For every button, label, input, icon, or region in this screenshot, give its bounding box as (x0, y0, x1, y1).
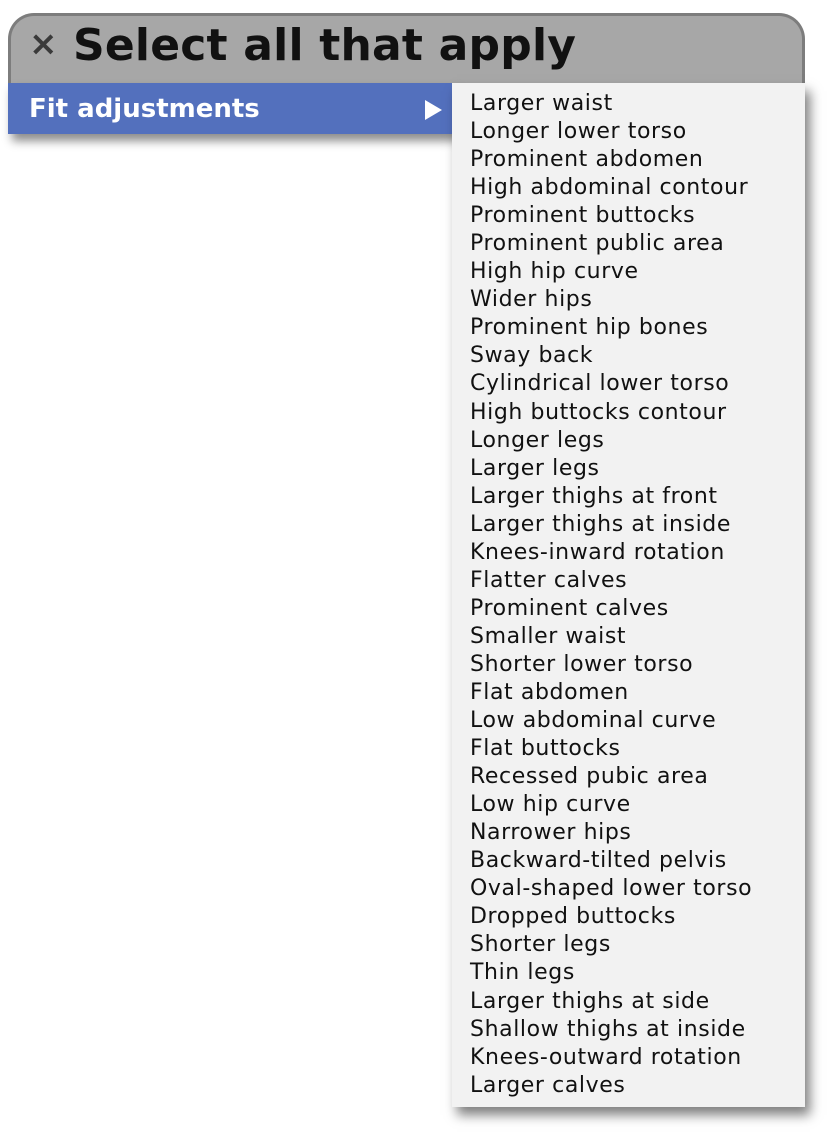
submenu-item[interactable]: Prominent public area (470, 231, 725, 257)
submenu-item[interactable]: Thin legs (470, 960, 575, 986)
submenu-item[interactable]: Longer lower torso (470, 119, 687, 145)
submenu-item[interactable]: Prominent hip bones (470, 315, 709, 341)
menu-item-fit-adjustments[interactable] (8, 83, 457, 134)
submenu-item[interactable]: High abdominal contour (470, 175, 749, 201)
submenu-item[interactable]: Low hip curve (470, 792, 631, 818)
submenu-item[interactable]: Shallow thighs at inside (470, 1016, 746, 1042)
submenu-item[interactable]: Shorter lower torso (470, 651, 694, 677)
submenu-item[interactable]: Prominent buttocks (470, 203, 696, 229)
menu-item-label: Fit adjustments (29, 94, 260, 124)
submenu-item[interactable]: Dropped buttocks (470, 904, 676, 930)
submenu-item[interactable]: Flat buttocks (470, 736, 621, 762)
submenu-item[interactable]: Flatter calves (470, 567, 628, 593)
submenu-item[interactable]: Larger thighs at front (470, 483, 718, 509)
submenu-item[interactable]: Backward-tilted pelvis (470, 848, 727, 874)
submenu-item[interactable]: Longer legs (470, 427, 605, 453)
submenu-item[interactable]: Flat abdomen (470, 679, 629, 705)
close-icon[interactable]: × (29, 24, 58, 64)
dialog-title: Select all that apply (73, 20, 577, 71)
submenu-item[interactable]: Wider hips (470, 287, 593, 313)
submenu-item[interactable]: Smaller waist (470, 623, 627, 649)
submenu-item[interactable]: Larger thighs at side (470, 988, 710, 1014)
submenu-item[interactable]: Larger legs (470, 455, 600, 481)
submenu-item[interactable]: Knees-outward rotation (470, 1044, 742, 1070)
submenu-item[interactable]: Prominent calves (470, 595, 669, 621)
submenu-item[interactable]: Sway back (470, 343, 594, 369)
dialog-title-bar (8, 13, 805, 83)
submenu-arrow-icon (425, 100, 442, 120)
fit-adjustments-submenu (452, 83, 805, 1107)
submenu-item[interactable]: Larger thighs at inside (470, 511, 732, 537)
submenu-item[interactable]: Narrower hips (470, 820, 632, 846)
submenu-item[interactable]: Cylindrical lower torso (470, 371, 730, 397)
submenu-item[interactable]: Recessed pubic area (470, 764, 709, 790)
submenu-item[interactable]: Low abdominal curve (470, 708, 717, 734)
submenu-item[interactable]: High hip curve (470, 259, 639, 285)
submenu-item[interactable]: High buttocks contour (470, 399, 727, 425)
submenu-item[interactable]: Shorter legs (470, 932, 611, 958)
submenu-item[interactable]: Larger calves (470, 1072, 626, 1098)
submenu-item[interactable]: Knees-inward rotation (470, 539, 725, 565)
submenu-item[interactable]: Oval-shaped lower torso (470, 876, 753, 902)
submenu-item[interactable]: Larger waist (470, 91, 613, 116)
submenu-item[interactable]: Prominent abdomen (470, 147, 704, 173)
